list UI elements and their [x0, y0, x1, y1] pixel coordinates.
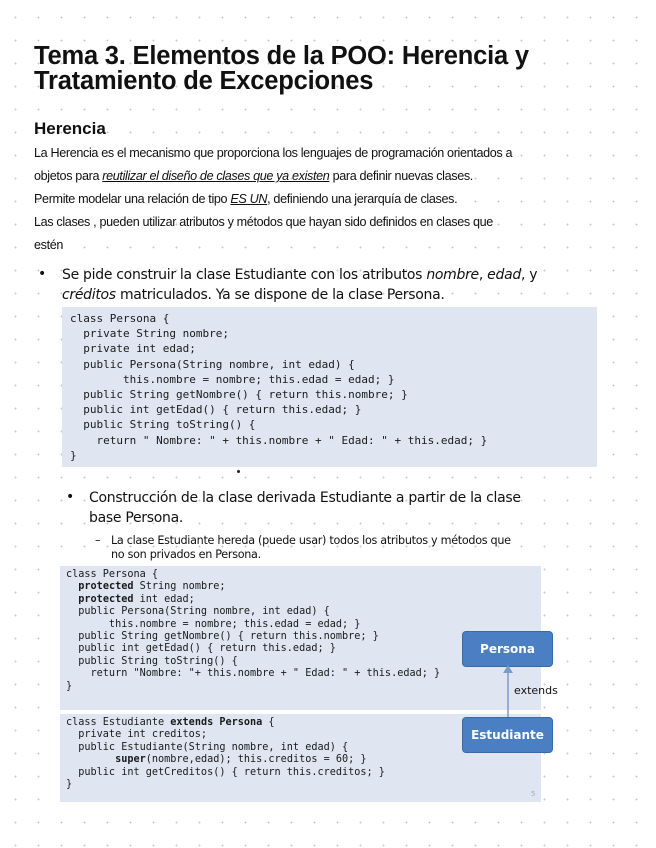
code-line	[66, 754, 541, 766]
code-keyword: super	[115, 754, 146, 766]
embedded-slide	[34, 262, 614, 810]
bullet-text: Se pide construir la clase Estudiante con los atributos	[62, 267, 427, 283]
code-text: public int getCreditos() { return this.creditos; }	[66, 766, 385, 778]
code-text: public Persona(String nombre, int edad) {	[66, 606, 330, 618]
bullet-symbol: •	[66, 489, 75, 505]
uml-class-persona: Persona	[462, 631, 553, 667]
dash-symbol: –	[95, 534, 101, 547]
bullet-text: ,	[478, 267, 488, 283]
title-line-1: Tema 3. Elementos de la POO: Herencia y	[34, 42, 529, 70]
code-text: (nombre,edad); this.creditos = 60; }	[145, 754, 367, 766]
slide-number: 5	[531, 790, 536, 798]
code-block-persona-private	[62, 307, 597, 467]
code-line: private String nombre;	[70, 327, 229, 341]
code-line: public String toString() {	[70, 418, 256, 432]
code-line	[66, 681, 541, 693]
attr-nombre: nombre	[426, 267, 479, 283]
code-line: public int getEdad() { return this.edad; }	[70, 403, 362, 417]
bullet-symbol: •	[38, 266, 47, 282]
code-keyword: protected	[78, 593, 134, 605]
code-line: private int edad;	[70, 342, 196, 356]
intro-line-2	[34, 169, 473, 183]
extends-label: extends	[514, 684, 558, 697]
intro-text: , definiendo una jerarquía de clases.	[267, 192, 458, 206]
code-line	[66, 569, 541, 581]
code-line	[66, 619, 541, 631]
code-line	[66, 767, 541, 779]
code-text: String nombre;	[133, 581, 226, 593]
bullet-1-text	[62, 265, 610, 305]
bullet-line: base Persona.	[89, 510, 183, 526]
intro-line-1: La Herencia es el mecanismo que proporciona los lenguajes de programación orientados a	[34, 146, 513, 160]
code-text: }	[66, 779, 73, 791]
code-text: return "Nombre: "+ this.nombre + " Edad: " + this.edad; }	[66, 668, 441, 680]
code-text: private int creditos;	[66, 729, 208, 741]
code-text: {	[262, 717, 275, 728]
uml-class-estudiante: Estudiante	[462, 717, 553, 753]
code-line: }	[70, 448, 77, 462]
code-line	[66, 594, 541, 606]
intro-line-5: estén	[34, 238, 64, 252]
attr-creditos: créditos	[62, 287, 116, 303]
attr-edad: edad	[487, 267, 521, 283]
sub-bullet-text	[111, 534, 591, 562]
code-line: this.nombre = nombre; this.edad = edad; }	[70, 372, 395, 386]
stray-dot	[237, 470, 240, 473]
code-text: int edad;	[133, 593, 195, 605]
section-heading: Herencia	[34, 119, 106, 138]
intro-line-4: Las clases , pueden utilizar atributos y métodos que hayan sido definidos en clases que	[34, 215, 493, 229]
code-text: public String toString() {	[66, 655, 238, 667]
code-text: public String getNombre() { return this.nombre; }	[66, 631, 379, 643]
code-text	[66, 581, 78, 592]
code-line	[66, 581, 541, 593]
code-text: class Estudiante	[66, 717, 171, 728]
code-line: public String getNombre() { return this.nombre; }	[70, 388, 408, 402]
code-line: class Persona {	[70, 312, 170, 325]
sub-bullet-line: La clase Estudiante hereda (puede usar) todos los atributos y métodos que	[111, 534, 511, 547]
code-text: public int getEdad() { return this.edad; }	[66, 643, 336, 655]
page-title	[34, 44, 634, 94]
sub-bullet-line: no son privados en Persona.	[111, 548, 261, 561]
code-line	[66, 606, 541, 618]
code-text	[66, 754, 115, 765]
code-text	[66, 594, 78, 605]
code-line	[66, 668, 541, 680]
code-line: return " Nombre: " + this.nombre + " Edad: " + this.edad; }	[70, 433, 488, 447]
intro-text: para definir nuevas clases.	[329, 169, 473, 183]
code-text: this.nombre = nombre; this.edad = edad; }	[66, 618, 361, 630]
code-text: }	[66, 680, 73, 692]
emphasis-reutilizar: reutilizar el diseño de clases que ya existen	[102, 169, 330, 183]
bullet-text: , y	[520, 267, 538, 283]
bullet-text: matriculados. Ya se dispone de la clase Persona.	[115, 287, 445, 303]
code-line: public Persona(String nombre, int edad) {	[70, 357, 355, 371]
intro-text: objetos para	[34, 169, 103, 183]
bullet-line: Construcción de la clase derivada Estudiante a partir de la clase	[89, 490, 521, 506]
intro-line-3	[34, 192, 457, 206]
intro-text: Permite modelar una relación de tipo	[34, 192, 231, 206]
title-line-2: Tratamiento de Excepciones	[34, 67, 374, 95]
code-keyword: protected	[78, 581, 134, 593]
emphasis-es-un: ES UN	[230, 192, 268, 206]
code-line	[66, 779, 541, 791]
code-keyword: extends Persona	[170, 717, 263, 728]
code-text: public Estudiante(String nombre, int edad) {	[66, 741, 349, 753]
code-text: class Persona {	[66, 569, 159, 580]
bullet-2-text	[89, 488, 609, 528]
